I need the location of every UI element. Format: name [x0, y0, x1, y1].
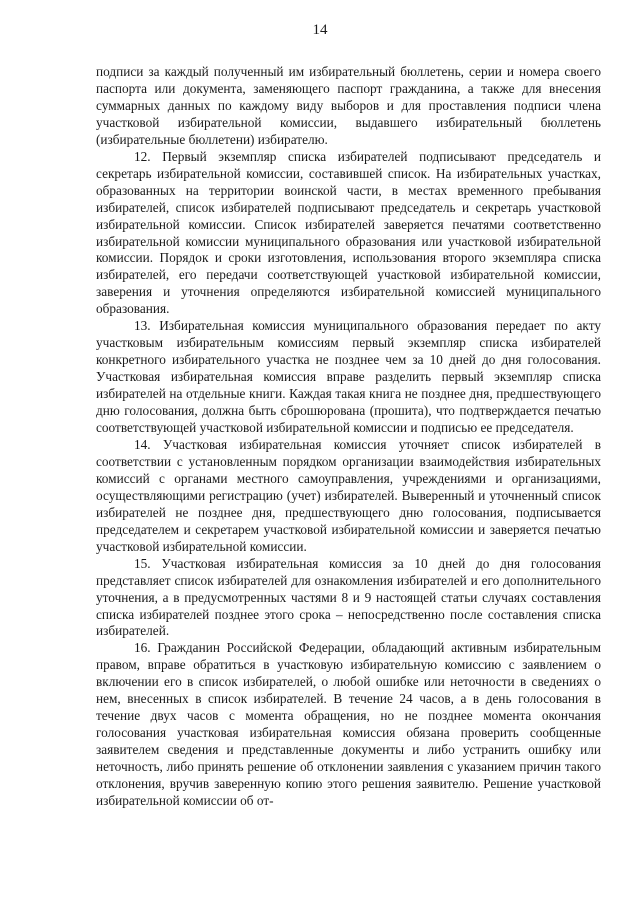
paragraph-12: 12. Первый экземпляр списка избирателей подписывают председатель и секретарь избирательной комиссии, составившей список. На избирательных участках, образованных на территории воинской части, в местах временного пребывания избирателей, список избирателей подписывают председатель и секретарь участковой избирательной комиссии. Список избирателей заверяется печатями соответственно избирательной комиссии муниципального образования или участковой избирательной комиссии. Порядок и сроки изготовления, использования второго экземпляра списка избирателей, его передачи соответствующей участковой избирательной комиссии, заверения и уточнения определяются избирательной комиссией муниципального образования. — [96, 148, 601, 317]
paragraph-continuation: подписи за каждый полученный им избирательный бюллетень, серии и номера своего паспорта или документа, заменяющего паспорт гражданина, а также для внесения суммарных данных по каждому виду выборов и для проставления подписи члена участковой избирательной комиссии, выдавшего избирательный бюллетень (избирательные бюллетени) избирателю. — [96, 64, 601, 147]
paragraph-16: 16. Гражданин Российской Федерации, обладающий активным избирательным правом, вправе обратиться в участковую избирательную комиссию с заявлением о включении его в список избирателей, о любой ошибке или неточности в сведениях о нем, внесенных в список избирателей. В течение 24 часов, а в день голосования в течение двух часов с момента обращения, но не позднее момента окончания голосования участковая избирательная комиссия обязана проверить сообщенные заявителем сведения и представленные документы и либо устранить ошибку или неточность, либо принять решение об отклонении заявления с указанием причин такого отклонения, вручив заверенную копию этого решения заявителю. Решение участковой избирательной комиссии об от- — [96, 640, 601, 808]
paragraph-14: 14. Участковая избирательная комиссия уточняет список избирателей в соответствии с установленным порядком организации взаимодействия избирательных комиссий с органами местного самоуправления, учреждениями и организациями, осуществляющими регистрацию (учет) избирателей. Выверенный и уточненный список избирателей не позднее дня, предшествующего дню голосования, подписывается председателем и секретарем участковой избирательной комиссии и заверяется печатью участковой избирательной комиссии. — [96, 436, 601, 554]
paragraph-15: 15. Участковая избирательная комиссия за 10 дней до дня голосования представляет список избирателей для ознакомления избирателей и его дополнительного уточнения, а в предусмотренных частями 8 и 9 настоящей статьи случаях составления списка избирателей позднее этого срока – непосредственно после составления списка избирателей. — [96, 555, 601, 639]
document-body — [96, 64, 601, 810]
page-number: 14 — [312, 22, 328, 38]
paragraph-13: 13. Избирательная комиссия муниципального образования передает по акту участковым избирательным комиссиям первый экземпляр списка избирателей конкретного избирательного участка не позднее чем за 10 дней до дня голосования. Участковая избирательная комиссия вправе разделить первый экземпляр списка избирателей на отдельные книги. Каждая такая книга не позднее дня, предшествующего дню голосования, должна быть сброшюрована (прошита), что подтверждается печатью соответствующей участковой избирательной комиссии и подписью ее председателя. — [96, 318, 601, 436]
